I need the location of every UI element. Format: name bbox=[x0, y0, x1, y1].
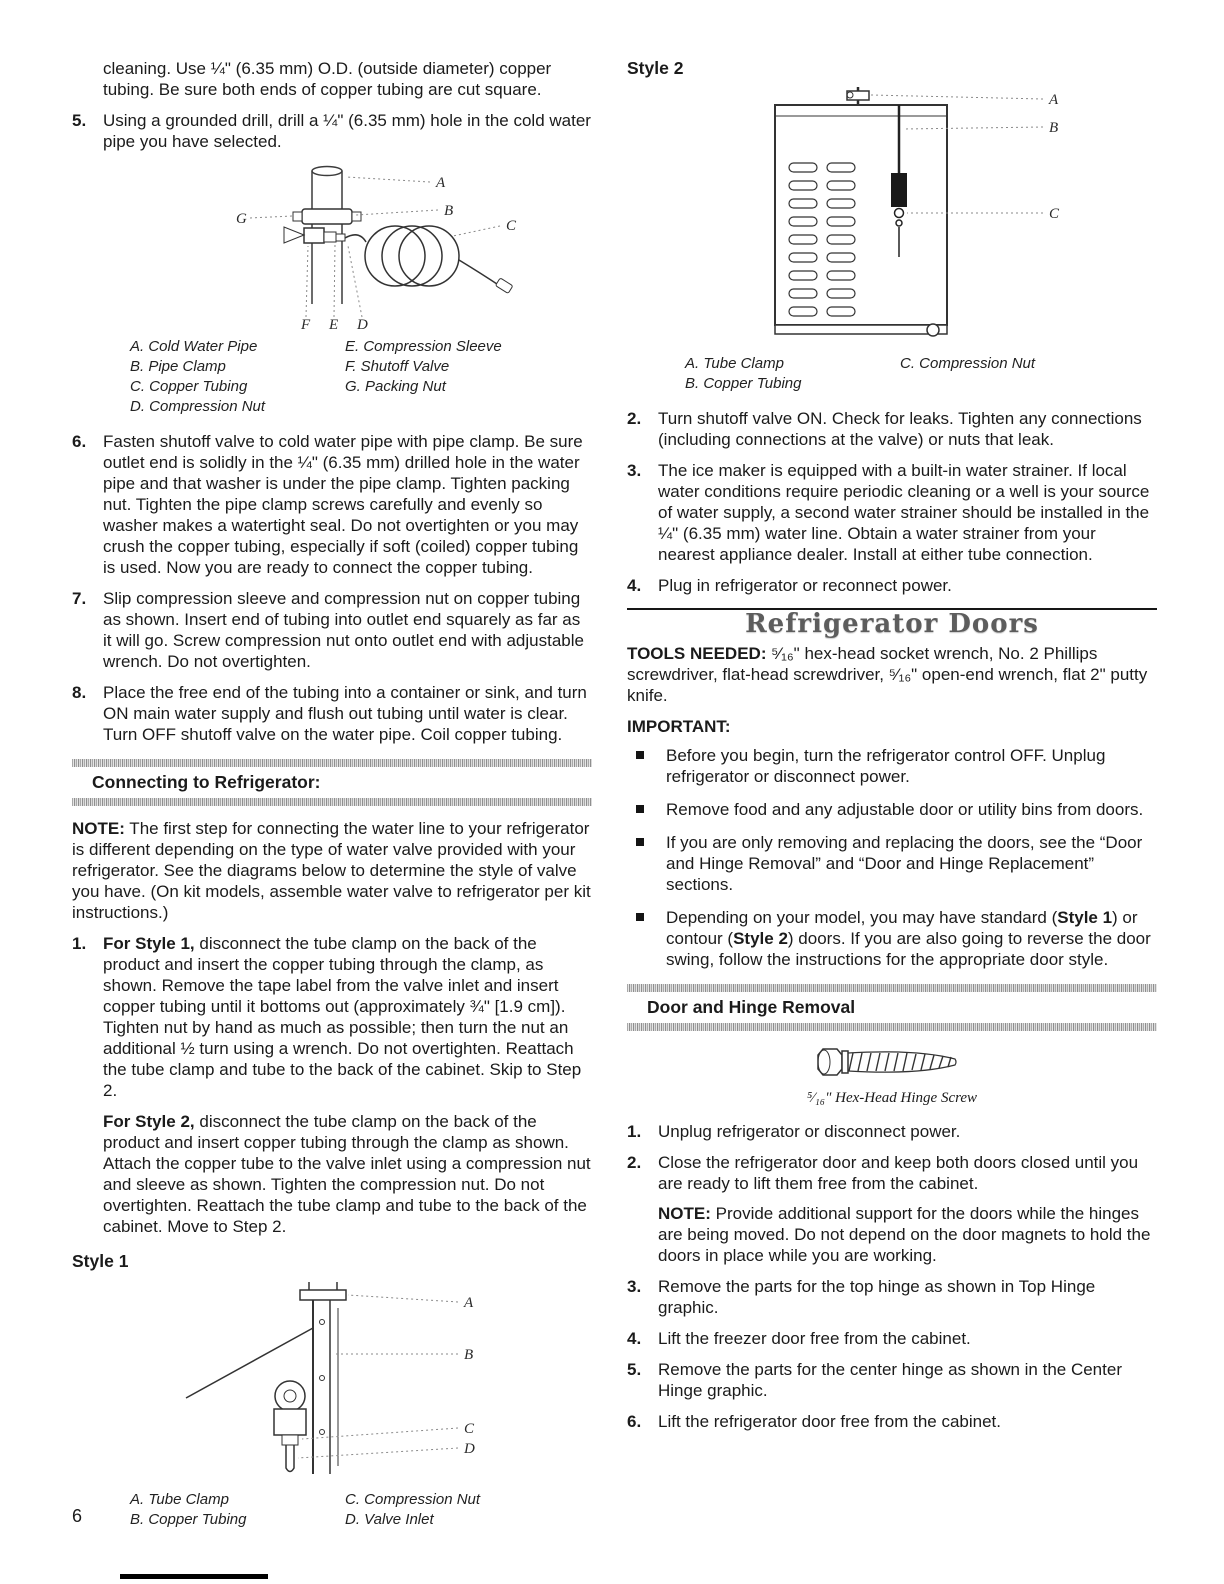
important-bullet-2 bbox=[627, 799, 1157, 820]
step-number: 5. bbox=[627, 1360, 642, 1379]
step-number: 1. bbox=[72, 934, 87, 953]
note-text: The first step for connecting the water line to your refrigerator is different depending on the type of water valve provided with your refrigerator. See the diagrams below to determine the style of valve you have. (On kit models, assemble water valve to refrigerator per kit instructions.) bbox=[72, 819, 591, 922]
legend-item: C. Copper Tubing bbox=[130, 378, 248, 395]
bullet-text: Remove food and any adjustable door or utility bins from doors. bbox=[666, 800, 1144, 819]
bullet-text bbox=[666, 907, 1157, 970]
bullet-pre: Depending on your model, you may have standard ( bbox=[666, 908, 1058, 927]
step-number: 3. bbox=[627, 1277, 642, 1296]
callout-a: A bbox=[436, 175, 446, 191]
step-number: 4. bbox=[627, 1329, 642, 1348]
hex-screw-head bbox=[818, 1049, 848, 1075]
step-main-text: Close the refrigerator door and keep both doors closed until you are ready to lift them free from the cabinet. bbox=[658, 1153, 1139, 1193]
legend-item: E. Compression Sleeve bbox=[345, 338, 502, 355]
step-1-style1 bbox=[72, 933, 592, 1101]
step-text: Place the free end of the tubing into a container or sink, and turn ON main water supply and flush out tubing until water is clear. Turn OFF shutoff valve on the water pipe. Coil copper tubing. bbox=[103, 683, 587, 744]
tube-clamp bbox=[847, 87, 869, 105]
step-number: 6. bbox=[72, 432, 87, 451]
callout-a: A bbox=[1049, 92, 1059, 108]
step-8 bbox=[72, 682, 592, 745]
callout-c: C bbox=[1049, 206, 1060, 222]
legend-item: C. Compression Nut bbox=[900, 355, 1036, 372]
legend-item: B. Copper Tubing bbox=[130, 1511, 247, 1528]
bullet-text: If you are only removing and replacing the doors, see the “Door and Hinge Removal” and “Door and Hinge Replacement” sections. bbox=[666, 833, 1143, 894]
style1-body: disconnect the tube clamp on the back of the product and insert the copper tubing through the clamp, as shown. Remove the tape label from the valve inlet and insert copper tubing until it bottoms out (approximately ¾" [1.9 cm]). Tighten nut by hand as much as possible; then turn the nut an additional ½ turn using a wrench. Do not overtighten. Reattach the tube clamp and tube to the back of the cabinet. Skip to Step 2. bbox=[103, 934, 582, 1100]
step-text bbox=[103, 933, 592, 1101]
step-number: 5. bbox=[72, 111, 87, 130]
coiled-copper-tubing bbox=[345, 226, 513, 293]
legend-item: C. Compression Nut bbox=[345, 1491, 481, 1508]
step-text: Slip compression sleeve and compression nut on copper tubing as shown. Insert end of tubing into outlet end squarely as far as it will go. Screw compression nut onto outlet end with adjustable wrench. Do not overtighten. bbox=[103, 589, 584, 671]
pipe-clamp bbox=[293, 209, 361, 224]
step-number: 2. bbox=[627, 1153, 642, 1172]
section-divider bbox=[627, 984, 1157, 992]
step-number: 7. bbox=[72, 589, 87, 608]
page-number: 6 bbox=[72, 1506, 83, 1526]
legend-item: D. Valve Inlet bbox=[345, 1511, 434, 1528]
tools-needed-paragraph bbox=[627, 643, 1157, 706]
important-bullet-4 bbox=[627, 907, 1157, 970]
section-divider bbox=[72, 798, 592, 806]
legend-item: B. Pipe Clamp bbox=[130, 358, 226, 375]
bullet-mid: ) or contour ( bbox=[666, 908, 1138, 948]
step-number: 8. bbox=[72, 683, 87, 702]
legend-item: A. Tube Clamp bbox=[130, 1491, 229, 1508]
step-6 bbox=[72, 431, 592, 578]
callout-c: C bbox=[464, 1421, 475, 1437]
section-title: Connecting to Refrigerator: bbox=[92, 772, 321, 792]
style1-heading: Style 1 bbox=[72, 1251, 129, 1271]
style2-cabinet-diagram bbox=[737, 85, 1157, 352]
step-number: 2. bbox=[627, 409, 642, 428]
hinge-screw-caption: ⁵⁄₁₆" Hex-Head Hinge Screw bbox=[806, 1090, 978, 1106]
step-text: Plug in refrigerator or reconnect power. bbox=[658, 576, 952, 595]
footer-rule bbox=[120, 1574, 268, 1579]
callout-c: C bbox=[506, 218, 517, 234]
step-text: Remove the parts for the top hinge as shown in Top Hinge graphic. bbox=[658, 1277, 1096, 1317]
leader-lines bbox=[250, 177, 500, 317]
bullet-text: Before you begin, turn the refrigerator control OFF. Unplug refrigerator or disconnect power. bbox=[666, 746, 1106, 786]
step-4 bbox=[627, 575, 1157, 596]
step-text bbox=[103, 1111, 592, 1237]
bullet-square-icon bbox=[636, 805, 644, 813]
legend-item: A. Tube Clamp bbox=[685, 355, 784, 372]
step-number: 1. bbox=[627, 1122, 642, 1141]
callout-g: G bbox=[236, 211, 247, 227]
step-note bbox=[658, 1203, 1157, 1266]
step-7 bbox=[72, 588, 592, 672]
left-column bbox=[72, 58, 592, 1544]
right-column bbox=[627, 58, 1157, 1442]
style1-valve-drawing bbox=[162, 1278, 492, 1483]
step-2 bbox=[627, 408, 1157, 450]
section-connecting-to-refrigerator bbox=[72, 759, 592, 806]
legend-item: A. Cold Water Pipe bbox=[130, 338, 258, 355]
note-paragraph bbox=[72, 818, 592, 923]
callout-d: D bbox=[464, 1441, 475, 1457]
step-text: Using a grounded drill, drill a ¼" (6.35 mm) hole in the cold water pipe you have selected. bbox=[103, 111, 591, 151]
note-text: Provide additional support for the doors while the hinges are being moved. Do not depend on the door magnets to hold the doors in place while you are working. bbox=[658, 1204, 1151, 1265]
style1-lead: For Style 1, bbox=[103, 934, 195, 953]
callout-d: D bbox=[357, 317, 368, 330]
removal-step-1 bbox=[627, 1121, 1157, 1142]
step-number: 4. bbox=[627, 576, 642, 595]
mounting-bracket bbox=[313, 1300, 338, 1474]
step-text: Remove the parts for the center hinge as shown in the Center Hinge graphic. bbox=[658, 1360, 1122, 1400]
callout-f: F bbox=[301, 317, 311, 330]
step-text: Turn shutoff valve ON. Check for leaks. Tighten any connections (including connections at the valve) or nuts that leak. bbox=[658, 409, 1142, 449]
step-number-blank bbox=[72, 1111, 103, 1237]
cold-water-pipe-drawing bbox=[108, 162, 548, 330]
callout-e: E bbox=[329, 317, 339, 330]
step-3 bbox=[627, 460, 1157, 565]
section-divider bbox=[627, 1023, 1157, 1031]
style2-body: disconnect the tube clamp on the back of the product and insert copper tubing through the clamp as shown. Attach the copper tube to the valve inlet using a compression nut and sleeve as shown. Tighten the compression nut. Do not overtighten. Reattach the tube clamp and tube to the back of the cabinet. Move to Step 2. bbox=[103, 1112, 591, 1236]
removal-step-2 bbox=[627, 1152, 1157, 1266]
cold-water-pipe-diagram bbox=[108, 162, 592, 335]
section-divider bbox=[72, 759, 592, 767]
shutoff-valve bbox=[284, 227, 345, 243]
bullet-style1-bold: Style 1 bbox=[1057, 908, 1113, 927]
step-text: Unplug refrigerator or disconnect power. bbox=[658, 1122, 961, 1141]
legend-item: D. Compression Nut bbox=[130, 398, 266, 415]
step-text: Lift the freezer door free from the cabinet. bbox=[658, 1329, 971, 1348]
step-text: Lift the refrigerator door free from the cabinet. bbox=[658, 1412, 1002, 1431]
screw-shaft-outline bbox=[848, 1052, 956, 1072]
hinge-screw-figure bbox=[627, 1043, 1157, 1086]
removal-step-4 bbox=[627, 1328, 1157, 1349]
continued-paragraph: cleaning. Use ¼" (6.35 mm) O.D. (outside diameter) copper tubing. Be sure both ends of copper tubing are cut square. bbox=[103, 59, 552, 99]
style2-lead: For Style 2, bbox=[103, 1112, 195, 1131]
callout-a: A bbox=[464, 1295, 474, 1311]
step-text: The ice maker is equipped with a built-in water strainer. If local water conditions require periodic cleaning or a well is your source of water supply, a second water strainer should be installed in the ¼" (6.35 mm) water line. Obtain a water strainer from your nearest appliance dealer. Install at either tube connection. bbox=[658, 461, 1150, 564]
diagram1-legend bbox=[130, 337, 592, 417]
tools-label: TOOLS NEEDED: bbox=[627, 644, 767, 663]
style2-heading: Style 2 bbox=[627, 58, 684, 78]
legend-item: G. Packing Nut bbox=[345, 378, 446, 395]
step-text: Fasten shutoff valve to cold water pipe with pipe clamp. Be sure outlet end is solidly in the ¼" (6.35 mm) drilled hole in the water pipe and that washer is under the pipe clamp. Tighten packing nut. Tighten the pipe clamp screws carefully and evenly so washer makes a watertight seal. Do not overtighten or you may crush the copper tubing, especially if soft (coiled) copper tubing is used. Now you are ready to connect the copper tubing. bbox=[103, 432, 583, 577]
style2-legend bbox=[685, 354, 1157, 394]
callout-b: B bbox=[464, 1347, 474, 1363]
legend-item: F. Shutoff Valve bbox=[345, 358, 450, 375]
callout-b: B bbox=[444, 203, 454, 219]
removal-step-6 bbox=[627, 1411, 1157, 1432]
note-label: NOTE: bbox=[72, 819, 125, 838]
bullet-square-icon bbox=[636, 751, 644, 759]
note-label: NOTE: bbox=[658, 1204, 711, 1223]
step-text bbox=[658, 1152, 1157, 1266]
removal-step-5 bbox=[627, 1359, 1157, 1401]
hex-head-screw-drawing bbox=[797, 1043, 987, 1081]
step-number: 3. bbox=[627, 461, 642, 480]
legend-item: B. Copper Tubing bbox=[685, 375, 802, 392]
tube-clamp bbox=[300, 1282, 346, 1300]
bullet-square-icon bbox=[636, 838, 644, 846]
bullet-square-icon bbox=[636, 913, 644, 921]
step-5 bbox=[72, 110, 592, 152]
bullet-style2-bold: Style 2 bbox=[733, 929, 788, 948]
important-label: IMPORTANT: bbox=[627, 717, 731, 736]
water-valve bbox=[274, 1381, 306, 1472]
refrigerator-doors-heading: Refrigerator Doors bbox=[745, 609, 1039, 639]
step-number: 6. bbox=[627, 1412, 642, 1431]
bullet-post: ) doors. If you are also going to reverse the door swing, follow the instructions for the appropriate door style. bbox=[666, 929, 1151, 969]
important-bullet-1 bbox=[627, 745, 1157, 787]
important-bullet-3 bbox=[627, 832, 1157, 895]
style2-cabinet-drawing bbox=[737, 85, 1087, 347]
step-1-style2 bbox=[72, 1111, 592, 1237]
tools-text: ⁵⁄₁₆" hex-head socket wrench, No. 2 Phillips screwdriver, flat-head screwdriver, ⁵⁄₁₆" open-end wrench, flat 2" putty knife. bbox=[627, 644, 1148, 705]
section-title: Door and Hinge Removal bbox=[647, 997, 856, 1017]
callout-b: B bbox=[1049, 120, 1059, 136]
section-door-and-hinge-removal bbox=[627, 984, 1157, 1031]
style1-valve-diagram bbox=[162, 1278, 592, 1488]
style1-legend bbox=[130, 1490, 592, 1530]
removal-step-3 bbox=[627, 1276, 1157, 1318]
